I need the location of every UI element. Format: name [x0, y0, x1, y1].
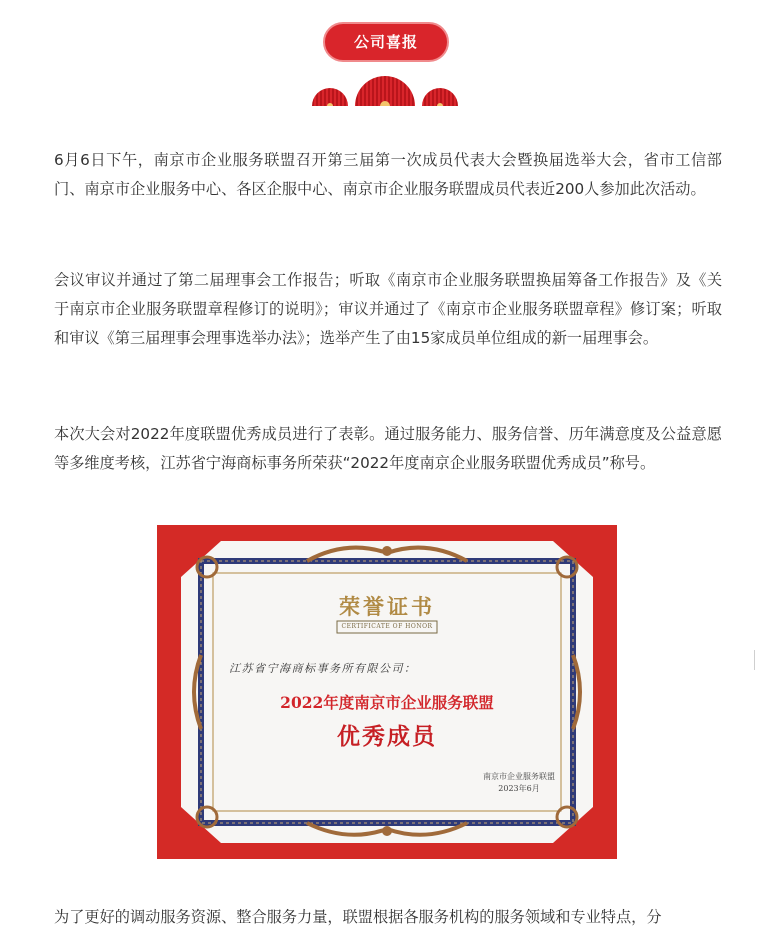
certificate-issuer-name: 南京市企业服务联盟 — [483, 772, 555, 781]
scrollbar-mark — [754, 650, 758, 670]
certificate-award-line: 2022年度南京市企业服务联盟 — [280, 693, 494, 712]
certificate-award-title: 优秀成员 — [337, 723, 437, 750]
company-news-badge: 公司喜报 — [323, 22, 449, 62]
certificate-date: 2023年6月 — [498, 784, 540, 793]
article-paragraph-2: 会议审议并通过了第二届理事会工作报告；听取《南京市企业服务联盟换届筹备工作报告》及《关于南京市企业服务联盟章程修订的说明》；审议并通过了《南京市企业服务联盟章程》修订案；听取和审议《第三届理事会理事选举办法》；选举产生了由15家成员单位组成的新一届理事会。 — [54, 271, 722, 347]
paper-fan-decoration-icon — [300, 62, 470, 106]
article-paragraph-1: 6月6日下午，南京市企业服务联盟召开第三届第一次成员代表大会暨换届选举大会，省市工信部门、南京市企业服务中心、各区企服中心、南京市企业服务联盟成员代表近200人参加此次活动。 — [54, 151, 722, 198]
honor-certificate-image — [157, 525, 617, 859]
article-paragraph-4: 为了更好的调动服务资源、整合服务力量，联盟根据各服务机构的服务领域和专业特点，分 — [54, 908, 662, 926]
article-paragraph-3: 本次大会对2022年度联盟优秀成员进行了表彰。通过服务能力、服务信誉、历年满意度及公益意愿等多维度考核，江苏省宁海商标事务所荣获“2022年度南京企业服务联盟优秀成员”称号。 — [54, 425, 722, 472]
certificate-title: 荣誉证书 — [339, 594, 435, 619]
certificate-recipient: 江苏省宁海商标事务所有限公司： — [229, 662, 417, 675]
certificate-issuer — [483, 771, 555, 795]
certificate-subtitle: CERTIFICATE OF HONOR — [341, 623, 433, 630]
